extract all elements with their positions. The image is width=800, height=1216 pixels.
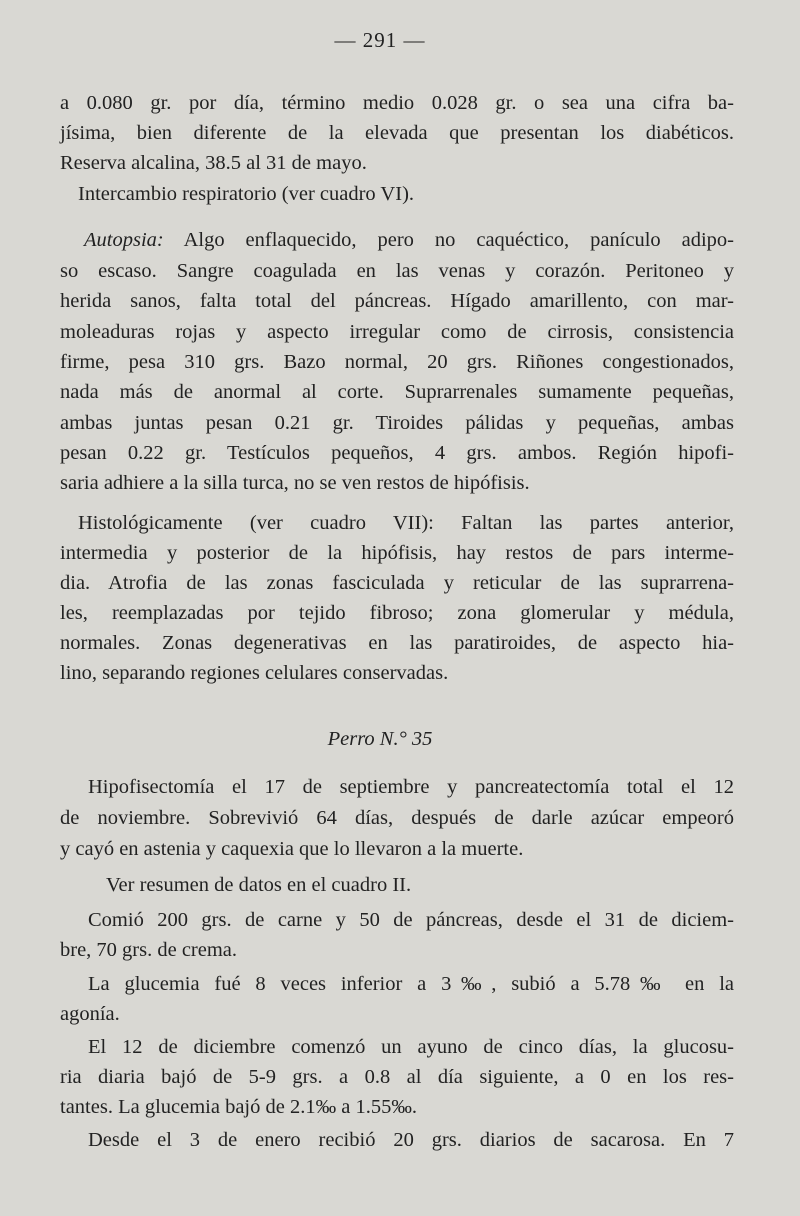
text-line: herida sanos, falta total del páncreas. Hígado amarillento, con mar- bbox=[60, 290, 734, 312]
text-line: Reserva alcalina, 38.5 al 31 de mayo. bbox=[60, 152, 367, 174]
text-line: bre, 70 grs. de crema. bbox=[60, 939, 238, 961]
text-line: normales. Zonas degenerativas en las paratiroides, de aspecto hia- bbox=[60, 632, 734, 654]
text-line: y cayó en astenia y caquexia que lo llevaron a la muerte. bbox=[60, 838, 524, 860]
text-span: Algo enflaquecido, pero no caquéctico, panículo adipo- bbox=[183, 229, 734, 251]
section-heading: Perro N.° 35 bbox=[327, 728, 433, 750]
text-line: El 12 de diciembre comenzó un ayuno de cinco días, la glucosu- bbox=[88, 1036, 734, 1058]
text-line: La glucemia fué 8 veces inferior a 3‰, subió a 5.78‰ en la bbox=[88, 973, 734, 995]
text-line: Ver resumen de datos en el cuadro II. bbox=[106, 874, 412, 896]
text-line: les, reemplazadas por tejido fibroso; zona glomerular y médula, bbox=[60, 602, 734, 624]
text-line: ambas juntas pesan 0.21 gr. Tiroides pálidas y pequeñas, ambas bbox=[60, 412, 734, 434]
text-line: firme, pesa 310 grs. Bazo normal, 20 grs. Riñones congestionados, bbox=[60, 351, 734, 373]
page-number: — 291 — bbox=[334, 28, 426, 52]
text-line: jísima, bien diferente de la elevada que presentan los diabéticos. bbox=[60, 122, 734, 144]
text-line: a 0.080 gr. por día, término medio 0.028 gr. o sea una cifra ba- bbox=[60, 92, 734, 114]
text-line: Intercambio respiratorio (ver cuadro VI). bbox=[78, 183, 415, 205]
text-line: Comió 200 grs. de carne y 50 de páncreas, desde el 31 de diciem- bbox=[88, 909, 734, 931]
text-line: pesan 0.22 gr. Testículos pequeños, 4 grs. ambos. Región hipofi- bbox=[60, 442, 734, 464]
text-line: tantes. La glucemia bajó de 2.1‰ a 1.55‰. bbox=[60, 1096, 417, 1118]
text-line: Desde el 3 de enero recibió 20 grs. diarios de sacarosa. En 7 bbox=[88, 1129, 734, 1151]
text-line: ria diaria bajó de 5-9 grs. a 0.8 al día siguiente, a 0 en los res- bbox=[60, 1066, 734, 1088]
text-line: dia. Atrofia de las zonas fasciculada y reticular de las suprarrena- bbox=[60, 572, 734, 594]
text-line: de noviembre. Sobrevivió 64 días, después de darle azúcar empeoró bbox=[60, 807, 734, 829]
text-line: lino, separando regiones celulares conservadas. bbox=[60, 662, 449, 684]
autopsy-line bbox=[84, 225, 734, 255]
text-line: moleaduras rojas y aspecto irregular como de cirrosis, consistencia bbox=[60, 321, 734, 343]
autopsy-label: Autopsia: bbox=[84, 229, 164, 251]
text-line: so escaso. Sangre coagulada en las venas y corazón. Peritoneo y bbox=[60, 260, 734, 282]
text-line: intermedia y posterior de la hipófisis, hay restos de pars interme- bbox=[60, 542, 734, 564]
text-line: Histológicamente (ver cuadro VII): Faltan las partes anterior, bbox=[78, 512, 734, 534]
text-line: Hipofisectomía el 17 de septiembre y pancreatectomía total el 12 bbox=[88, 776, 734, 798]
text-line: nada más de anormal al corte. Suprarrenales sumamente pequeñas, bbox=[60, 381, 734, 403]
text-line: agonía. bbox=[60, 1003, 120, 1025]
text-line: saria adhiere a la silla turca, no se ven restos de hipófisis. bbox=[60, 472, 530, 494]
